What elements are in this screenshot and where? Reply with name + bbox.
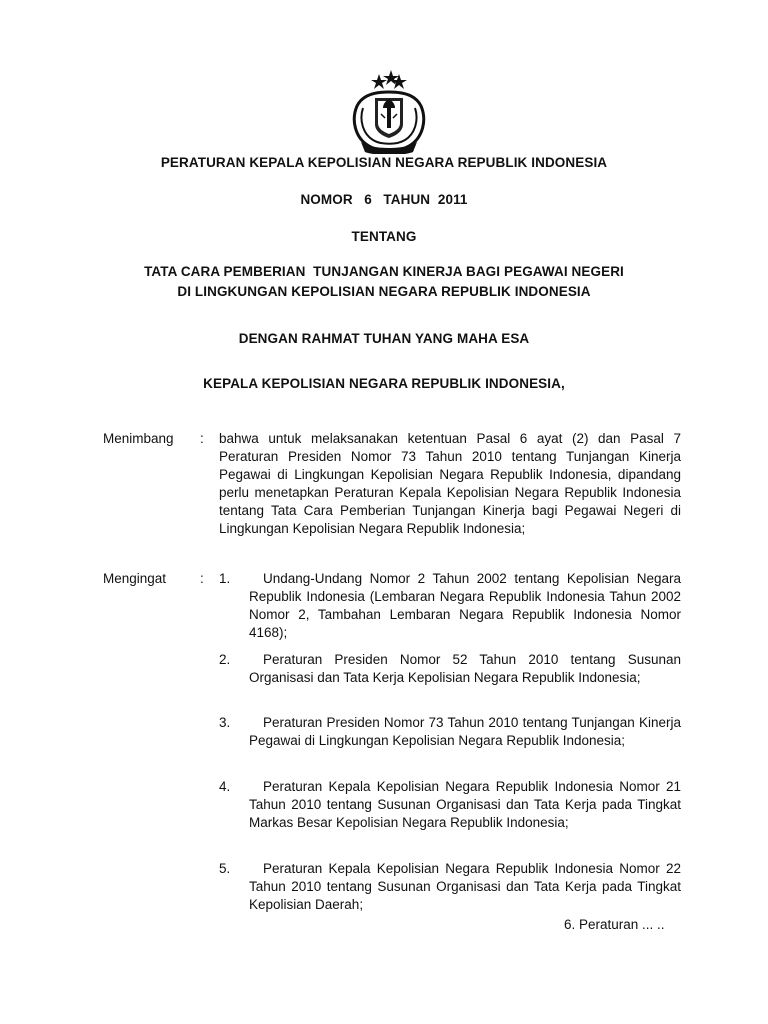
about-label: TENTANG <box>351 229 417 244</box>
regulation-number: NOMOR 6 TAHUN 2011 <box>300 192 468 207</box>
mengingat-label: Mengingat <box>103 571 167 586</box>
item-text: Peraturan Kepala Kepolisian Negara Republik Indonesia Nomor 21 Tahun 2010 tentang Susunan Organisasi dan Tata Kerja pada Tingkat Markas Besar Kepolisian Negara Republik Indonesia; <box>249 779 681 830</box>
item-number: 1. <box>219 571 231 586</box>
issuer-line: KEPALA KEPOLISIAN NEGARA REPUBLIK INDONESIA, <box>203 376 565 391</box>
subject-line-1: TATA CARA PEMBERIAN TUNJANGAN KINERJA BAGI PEGAWAI NEGERI <box>144 264 624 279</box>
item-number: 3. <box>219 715 231 730</box>
item-text: Undang-Undang Nomor 2 Tahun 2002 tentang Kepolisian Negara Republik Indonesia (Lembaran Negara Republik Indonesia Tahun 2002 Nomor 2, Tambahan Lembaran Negara Republik Indonesia Nomor 4168); <box>249 571 681 640</box>
menimbang-colon: : <box>200 431 204 446</box>
item-text: Peraturan Presiden Nomor 73 Tahun 2010 tentang Tunjangan Kinerja Pegawai di Lingkungan Kepolisian Negara Republik Indonesia; <box>249 715 681 748</box>
blessing-line: DENGAN RAHMAT TUHAN YANG MAHA ESA <box>238 331 530 346</box>
item-text: Peraturan Kepala Kepolisian Negara Republik Indonesia Nomor 22 Tahun 2010 tentang Susunan Organisasi dan Tata Kerja pada Tingkat Kepolisian Daerah; <box>249 861 681 912</box>
police-emblem-icon <box>347 68 431 154</box>
item-number: 4. <box>219 779 231 794</box>
mengingat-colon: : <box>200 571 204 586</box>
item-number: 2. <box>219 652 231 667</box>
page-continuation: 6. Peraturan ... .. <box>564 917 665 932</box>
item-text: Peraturan Presiden Nomor 52 Tahun 2010 tentang Susunan Organisasi dan Tata Kerja Kepolisian Negara Republik Indonesia; <box>249 652 681 685</box>
menimbang-label: Menimbang <box>103 431 174 446</box>
subject-line-2: DI LINGKUNGAN KEPOLISIAN NEGARA REPUBLIK INDONESIA <box>177 284 591 299</box>
item-number: 5. <box>219 861 231 876</box>
menimbang-text: bahwa untuk melaksanakan ketentuan Pasal 6 ayat (2) dan Pasal 7 Peraturan Presiden Nomor 73 Tahun 2010 tentang Tunjangan Kinerja Pegawai di Lingkungan Kepolisian Negara Republik Indonesia, dipandang perlu menetapkan Peraturan Kepala Kepolisian Negara Republik Indonesia tentang Tata Cara Pemberian Tunjangan Kinerja bagi Pegawai Negeri di Lingkungan Kepolisian Negara Republik Indonesia; <box>219 431 681 536</box>
regulation-title: PERATURAN KEPALA KEPOLISIAN NEGARA REPUBLIK INDONESIA <box>160 155 608 170</box>
